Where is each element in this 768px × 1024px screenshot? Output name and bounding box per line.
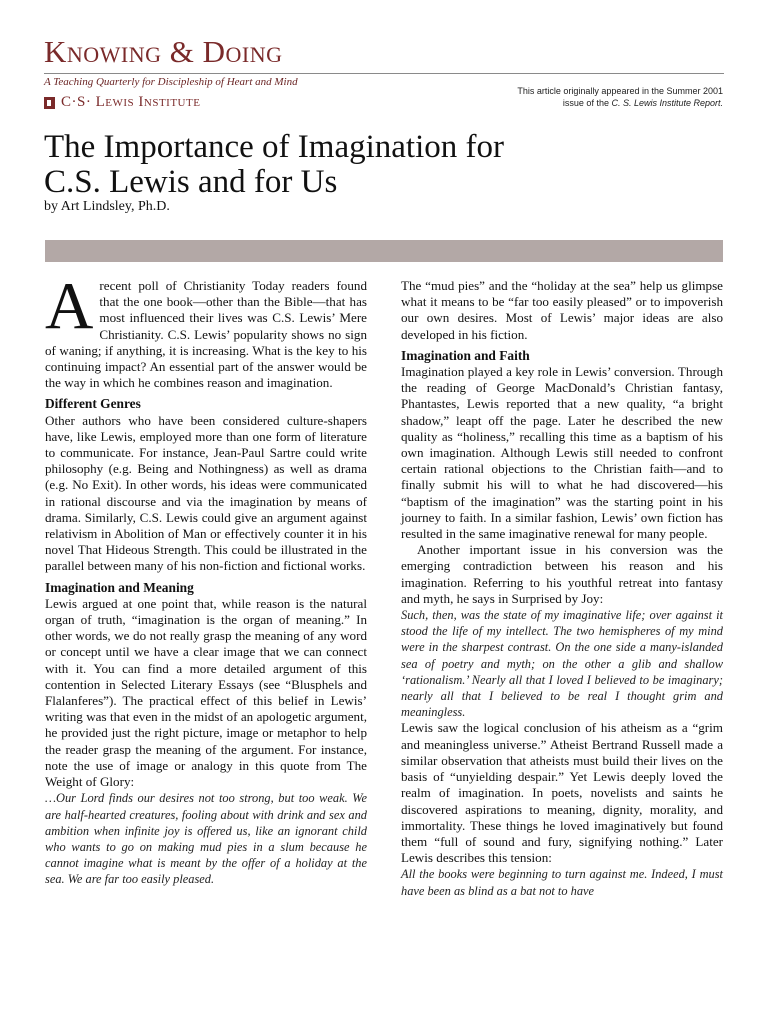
section-heading-faith: Imagination and Faith: [401, 347, 530, 363]
atheism-paragraph: Lewis saw the logical conclusion of his atheism as a “grim and meaningless universe.” Atheist Bertrand Russell made a similar observation that atheists must build their lives on the basis of “unyielding despair.” Yet Lewis deeply loved the realm of imagination. In poets, novelists and saints he discovered aspirations to meaning, dignity, morality, and immortality. These things he loved imaginatively but found them “full of sound and fury, signifying nothing.” Later Lewis describes this tension:: [401, 720, 723, 866]
original-appearance-note: [463, 85, 723, 109]
institute-logo-icon: [44, 97, 55, 109]
meaning-paragraph: Lewis argued at one point that, while reason is the natural organ of truth, “imagination is the organ of meaning.” In other words, we do not really grasp the meaning of any word or concept until we have a clear image that we can connect with it. You can find a more detailed argument of this contention in Selected Literary Essays (see “Blusphels and Flalanferes”). The practical effect of this belief in Lewis’ writing was that even in the midst of an apologetic argument, he provided just the right picture, image or metaphor to help the reader grasp the meaning of the argument. For instance, note the use of image or analogy in this quote from The Weight of Glory:: [45, 595, 367, 790]
article-title: [44, 130, 724, 200]
title-line-1: The Importance of Imagination for: [44, 129, 504, 165]
institute-name: C·S· Lewis Institute: [61, 94, 201, 110]
orig-note-publication: C. S. Lewis Institute Report.: [611, 98, 723, 108]
surprised-by-joy-quote: Such, then, was the state of my imaginative life; over against it stood the life of my intellect. The two hemispheres of my mind were in the sharpest contrast. On the one side a many-islanded sea of poetry and myth; on the other a glib and shallow ‘rationalism.’ Nearly all that I loved I believed to be imaginary; nearly all that I believed to be real I thought grim and meaningless.: [401, 608, 723, 720]
masthead-tagline: A Teaching Quarterly for Discipleship of Heart and Mind: [44, 76, 298, 88]
section-heading-meaning: Imagination and Meaning: [45, 579, 194, 595]
institute-brand: [44, 94, 200, 111]
conversion-paragraph: Another important issue in his conversion was the emerging contradiction between his reason and his imagination. Referring to his youthful retreat into fantasy and myth, he says in Surprised by Joy:: [401, 542, 723, 606]
intro-paragraph: [45, 269, 367, 391]
masthead-divider: [44, 73, 724, 74]
masthead-title: Knowing & Doing: [44, 34, 283, 69]
orig-note-line2: [463, 97, 723, 109]
byline: by Art Lindsley, Ph.D.: [44, 199, 170, 214]
drop-cap: A: [45, 269, 94, 343]
faith-paragraph: Imagination played a key role in Lewis’ conversion. Through the reading of George MacDonald’s Christian fantasy, Phantastes, Lewis reported that a new quality, “a bright shadow,” leapt off the page. Later he described the new quality as “holiness,” recalling this time as a baptism of his own imagination. Although Lewis still needed to confront certain rational objections to the Christian faith—and to finally submit his will to what he had discovered—his “baptism of the imagination” was the starting point in his journey to faith. In a similar fashion, Lewis’ own fiction has resulted in the same imaginative renewal for many people.: [401, 364, 723, 542]
intro-text: recent poll of Christianity Today readers found that the one book—other than the Bible—that has most influenced their lives was C.S. Lewis’ Mere Christianity. C.S. Lewis’ popularity shows no sign of waning; if anything, it is increasing. What is the key to his continuing impact? An essential part of the answer would be the way in which he combines reason and imagination.: [45, 278, 367, 391]
books-quote: All the books were beginning to turn against me. Indeed, I must have been as blind as a bat not to have: [401, 867, 723, 898]
weight-of-glory-quote: …Our Lord finds our desires not too strong, but too weak. We are half-hearted creatures, fooling about with drink and sex and ambition when infinite joy is offered us, like an ignorant child who wants to go on making mud pies in a slum because he cannot imagine what is meant by the offer of a holiday at the sea. We are far too easily pleased.: [45, 791, 367, 887]
orig-note-line1: This article originally appeared in the Summer 2001: [517, 86, 723, 96]
mud-pies-paragraph: The “mud pies” and the “holiday at the sea” help us glimpse what it means to be “far too easily pleased” or to impoverish our own desires. Most of Lewis’ major ideas are also developed in his fiction.: [401, 278, 723, 342]
section-heading-genres: Different Genres: [45, 396, 141, 412]
right-column: [401, 278, 723, 899]
orig-note-prefix: issue of the: [562, 98, 612, 108]
title-banner-bar: [45, 240, 723, 262]
title-line-2: C.S. Lewis and for Us: [44, 164, 338, 200]
left-column: [45, 269, 367, 888]
genres-paragraph: Other authors who have been considered culture-shapers have, like Lewis, employed more than one form of literature to communicate. For instance, Jean-Paul Sartre could write philosophy (e.g. Being and Nothingness) as well as drama (e.g. No Exit). In other words, his ideas were communicated in rational discourse and via the imagination by means of drama. Similarly, C.S. Lewis could give an argument against relativism in Abolition of Man or effectively counter it in his novel That Hideous Strength. This could be illustrated in the parallel between many of his non-fiction and fictional works.: [45, 412, 367, 574]
